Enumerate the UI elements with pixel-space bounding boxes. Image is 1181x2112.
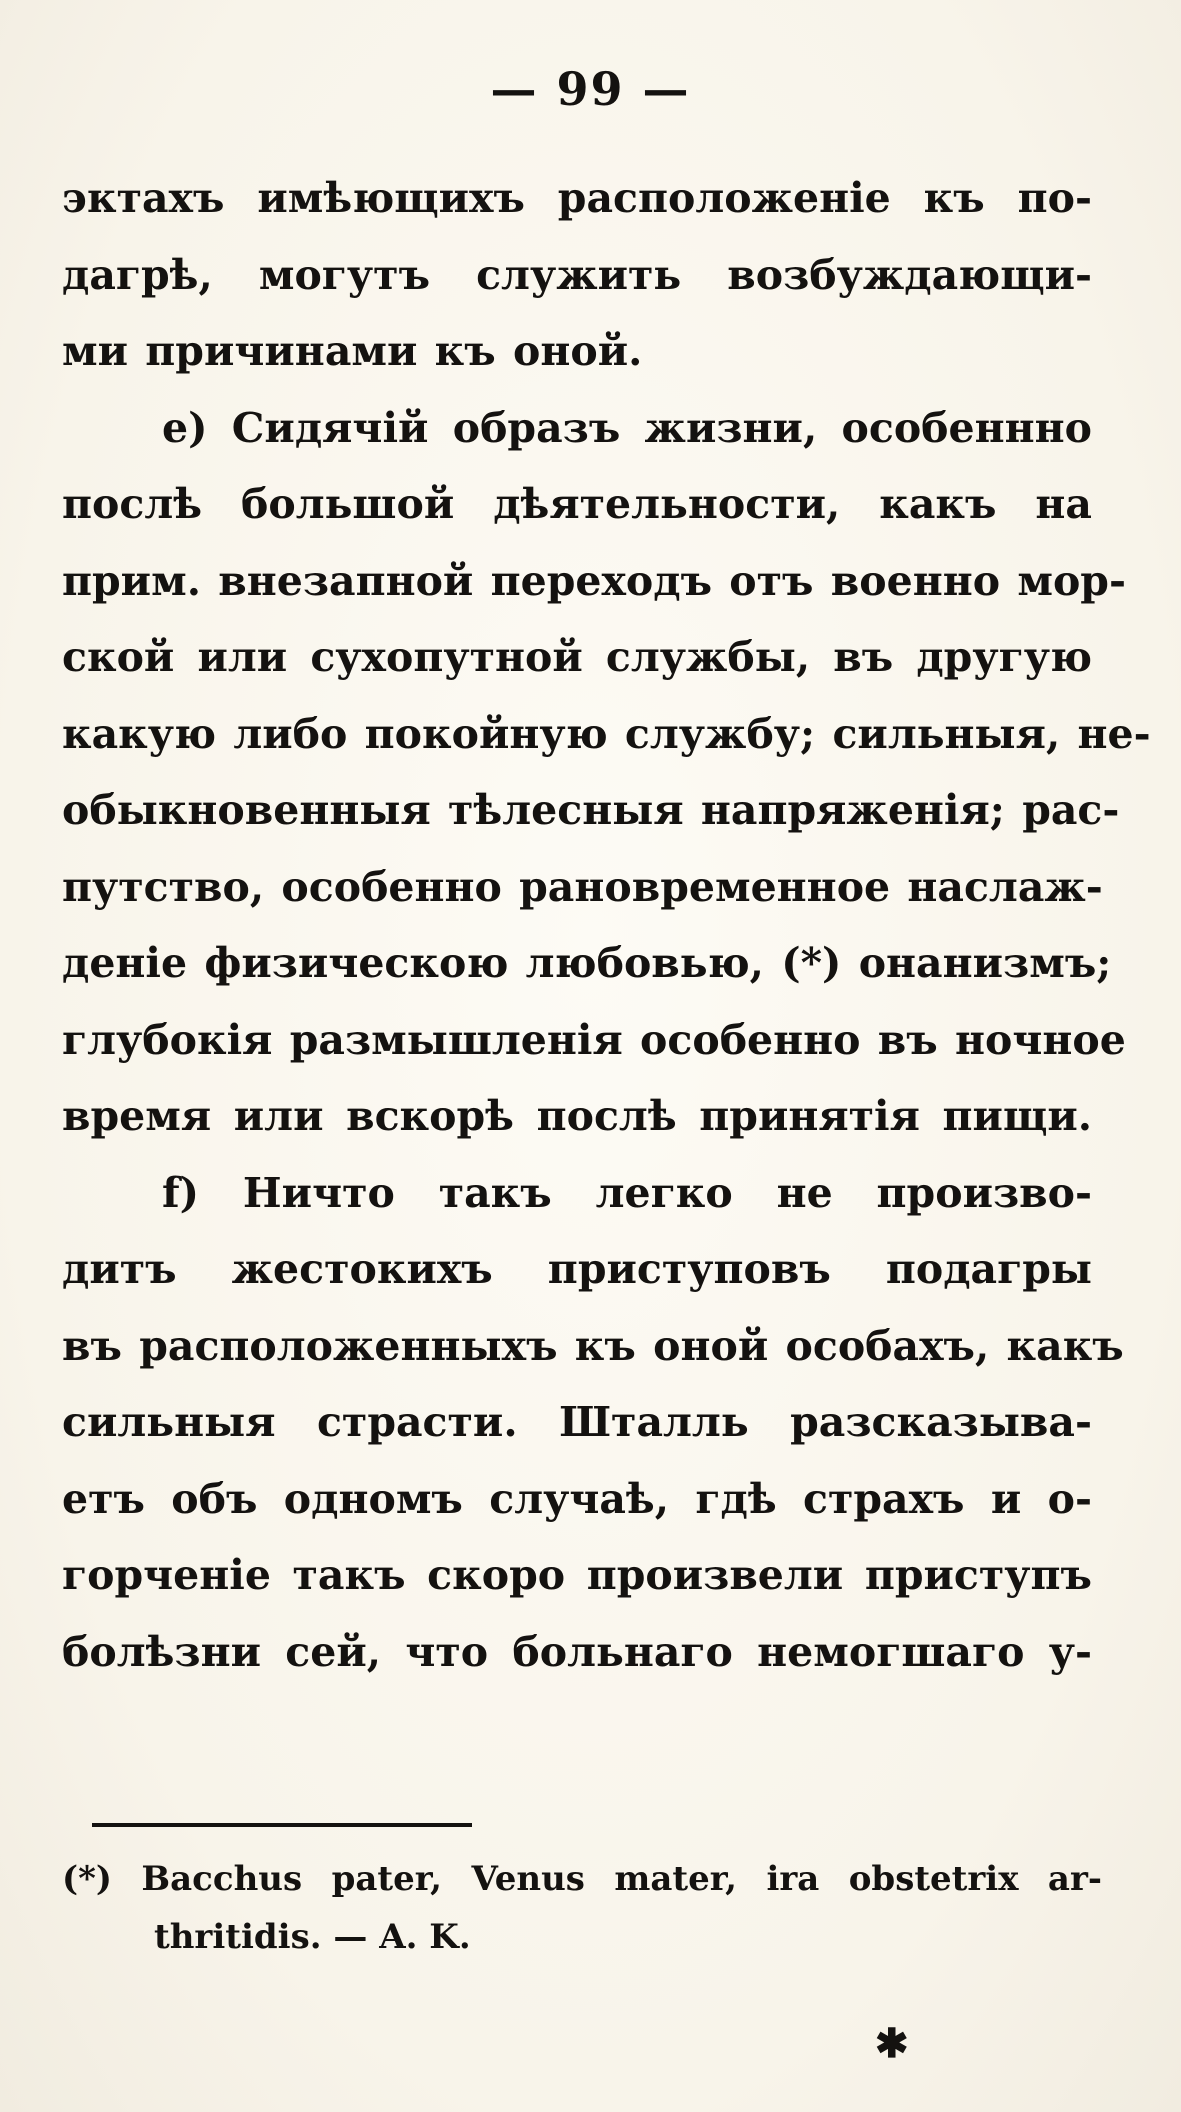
text-line: деніе физическою любовью, (*) онанизмъ; [62,939,1112,987]
text-line: послѣ большой дѣятельности, какъ на [62,480,1092,528]
footnote-rule [92,1823,472,1827]
text-line: дитъ жестокихъ приступовъ подагры [62,1245,1092,1293]
footnote-line: (*) Bacchus pater, Venus mater, ira obstetrix ar- [62,1859,1102,1899]
text-line: прим. внезапной переходъ отъ военно мор- [62,556,1126,605]
page-number: — 99 — [490,62,691,116]
footnote-line: thritidis. — A. K. [154,1917,471,1957]
text-line: сильныя страсти. Шталль разсказыва- [62,1398,1092,1446]
text-line: время или вскорѣ послѣ принятія пищи. [62,1092,1092,1140]
text-line: какую либо покойную службу; сильныя, не- [62,709,1151,758]
body-text [62,160,1151,1690]
text-line: эктахъ имѣющихъ расположеніе къ по- [62,174,1092,222]
footnote [62,1850,1102,1966]
text-line: глубокія размышленія особенно въ ночное [62,1015,1126,1064]
text-line: дагрѣ, могутъ служить возбуждающи- [62,250,1092,299]
text-line: етъ объ одномъ случаѣ, гдѣ страхъ и о- [62,1474,1092,1523]
text-line: ской или сухопутной службы, въ другую [62,633,1092,681]
text-line: обыкновенныя тѣлесныя напряженія; рас- [62,786,1120,834]
text-line: болѣзни сей, что больнаго немогшаго у- [62,1627,1092,1676]
text-line: ми причинами къ оной. [62,327,643,375]
text-line: e) Сидячій образъ жизни, особеннно [162,403,1092,452]
text-line: въ расположенныхъ къ оной особахъ, какъ [62,1321,1124,1370]
signature-mark: ✱ [875,2020,909,2067]
text-line: горченіе такъ скоро произвели приступъ [62,1551,1092,1599]
text-line: путство, особенно рановременное наслаж- [62,862,1103,911]
text-line: f) Ничто такъ легко не произво- [162,1168,1092,1217]
